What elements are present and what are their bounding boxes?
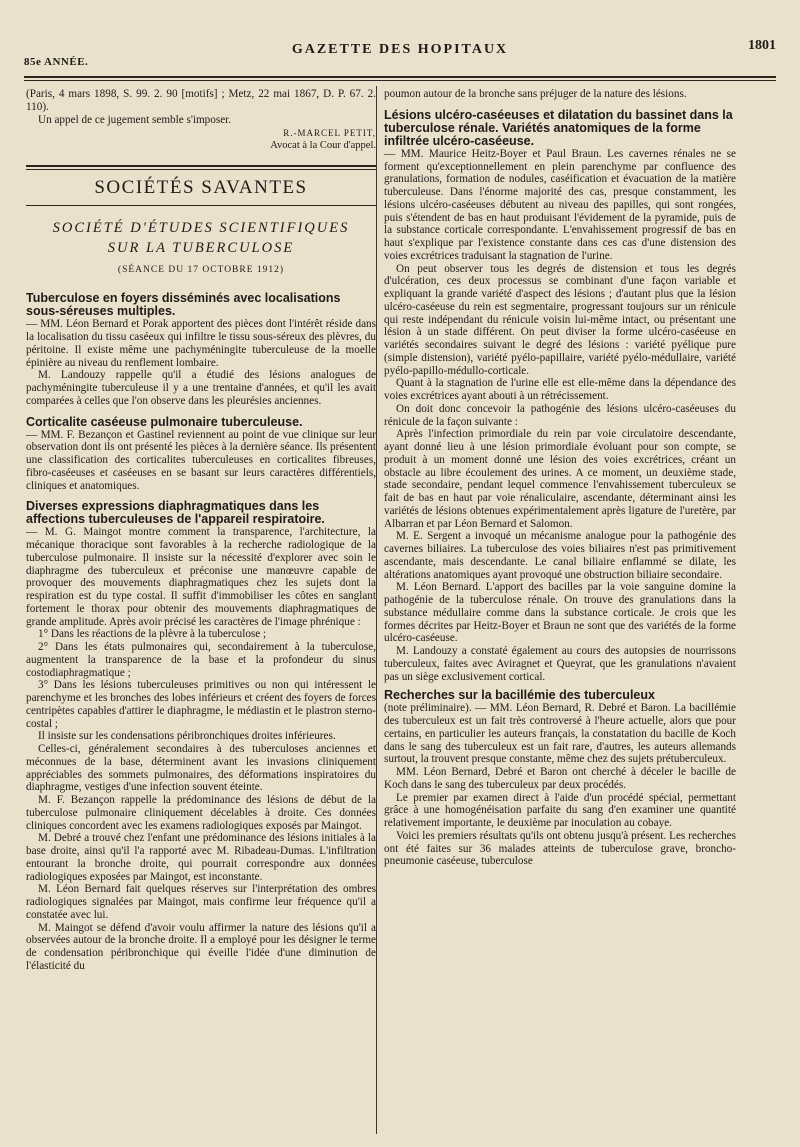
paragraph: M. F. Bezançon rappelle la prédominance des lésions de début de la tuberculose pulmonaire cliniquement décelables à droite. Ces données cliniques concordent avec les examens radiologiques exposés par Maingot. <box>26 794 376 832</box>
paragraph: — M. G. Maingot montre comment la transparence, l'architecture, la mécanique thoracique sont favorables à la recherche radiologique de la tuberculose pulmonaire. Il insiste sur la nécessité d'explorer avec soin le diaphragme des tuberculeux et préconise une manœuvre capable de provoquer des mouvements diaphragmatiques chez les sujets dont la respiration est du type costal. Il suffit d'immobiliser les côtes en sanglant fortement le thorax pour obtenir des mouvements diaphragmatiques de grande amplitude. Après avoir précisé les caractères de l'image phrénique : <box>26 526 376 628</box>
year-label: 85e ANNÉE. <box>24 56 89 68</box>
seance-date: (SÉANCE DU 17 OCTOBRE 1912) <box>117 264 285 275</box>
left-column <box>26 88 376 973</box>
paragraph: — MM. F. Bezançon et Gastinel reviennent au point de vue clinique sur leur observation dont ils ont présenté les pièces à la dernière séance. Ils présentent une classification des corticalites tuberculeuses en corticalites fibreuses, fibro-caséeuses et caséeuses en se basant sur leurs caractères différentiels, cliniques et anatomiques. <box>26 428 376 492</box>
paragraph: Celles-ci, généralement secondaires à des tuberculoses anciennes et méconnues de la base, déterminent avant les invasions cliniquement appréciables des sommets pulmonaires, des déformations inspiratoires du diaphragme, vestiges d'une infection souvent éteinte. <box>26 743 376 794</box>
paragraph: Il insiste sur les condensations péribronchiques droites inférieures. <box>38 730 336 743</box>
paragraph: (note préliminaire). — MM. Léon Bernard, R. Debré et Baron. La bacillémie des tuberculeux est un fait très controversé à l'heure actuelle, alors que pour certains, en particulier les auteurs français, la constatation du bacille de Koch dans le sang des tuberculeux est un fait rare, d'autres, les auteurs allemands surtout, la trouvent presque constante, même chez des sujets prétuberculeux. <box>384 702 736 766</box>
paragraph: M. Debré a trouvé chez l'enfant une prédominance des lésions initiales à la base droite, ainsi qu'il l'a rapporté avec M. Ribadeau-Dumas. L'infiltration entourant la bronche droite, qui pourrait correspondre aux données radiologiques exposées par Maingot, est inconstante. <box>26 832 376 883</box>
list-item: 3° Dans les lésions tuberculeuses primitives ou non qui intéressent le parenchyme et les bronches des lobes inférieurs et créent des foyers de forces centripètes capables d'attirer le diaphragme, le médiastin et le plastron sterno-costal ; <box>26 679 376 730</box>
paragraph: M. Léon Bernard. L'apport des bacilles par la voie sanguine domine la pathogénie de la tuberculose rénale. On trouve des granulations dans la substance médullaire comme dans la substance corticale. Je crois que les formes décrites par Heitz-Boyer et Braun ne sont que des variétés de la forme ulcéro-caséeuse. <box>384 581 736 645</box>
paragraph: Le premier par examen direct à l'aide d'un procédé spécial, permettant grâce à une homogénéisation parfaite du sang d'en examiner une quantité relativement importante, le deuxième par inoculation au cobaye. <box>384 791 736 829</box>
paragraph: poumon autour de la bronche sans préjuger de la nature des lésions. <box>384 88 687 100</box>
section-title: SOCIÉTÉS SAVANTES <box>94 176 308 198</box>
section-rule-thin <box>26 169 376 170</box>
paragraph: — MM. Léon Bernard et Porak apportent des pièces dont l'intérêt réside dans la localisation du tissu caséeux qui infiltre le tissu sous-séreux des plèvres, du péritoine. Il existe même une pachyméningite tuberculeuse de la moelle épinière au niveau du renflement lombaire. <box>26 318 376 369</box>
section-rule-bottom <box>26 205 376 206</box>
paragraph: Quant à la stagnation de l'urine elle est elle-même dans la dépendance des voies excrétrices ayant abouti à un rétrécissement. <box>384 377 736 402</box>
journal-title: GAZETTE DES HOPITAUX <box>291 42 509 57</box>
signature-title: Avocat à la Cour d'appel. <box>270 140 376 151</box>
right-column <box>384 88 736 868</box>
paragraph: M. Landouzy rappelle qu'il a étudié des lésions analogues de pachyméningite tuberculeuse il y a une trentaine d'années, et qu'il les avait comparées à celles que l'on observe dans les pleurésies anciennes. <box>26 369 376 407</box>
paragraph: MM. Léon Bernard, Debré et Baron ont cherché à déceler le bacille de Koch dans le sang des tuberculeux par deux procédés. <box>384 766 736 791</box>
citation: (Paris, 4 mars 1898, S. 99. 2. 90 [motifs] ; Metz, 22 mai 1867, D. P. 67. 2. 110). <box>26 88 376 113</box>
paragraph: On peut observer tous les degrés de distension et tous les degrés d'ulcération, ces deux processus se combinant d'une façon variable et expliquant la grande variété d'aspect des lésions ; d'autant plus que la lésion ulcéro-caséeuse du rein est segmentaire, progressant toujours sur un rénicule qui reste indépendant du rénicule voisin lui-même intact, ou présentant une lésion à un stade différent. On peut diviser la forme ulcéro-caséeuse en variétés secondaires suivant le degré des lésions : variété pyélique pure (simple distension), variété pyélo-papillaire, variété pyélo-médullaire, variété pyélo-papillo-médullo-corticale. <box>384 262 736 377</box>
page-header <box>24 38 776 74</box>
paragraph: — MM. Maurice Heitz-Boyer et Paul Braun. Les cavernes rénales ne se forment qu'exceptionnellement en plein parenchyme par confluence des granulations, formation de nodules, caséification et évacuation de la matière tuberculeuse. Dans l'énorme majorité des cas, presque constamment, les lésions ulcéro-caséeuses débutent au niveau des papilles, qui sont rongées, puis s'étendent de bas en haut produisant l'évidement de la pyramide, puis de la substance corticale correspondante. L'envahissement progressif de bas en haut s'explique par l'existence constante dans ces cas d'une distension des voies excrétrices traduisant la stagnation de l'urine. <box>384 147 736 262</box>
paragraph: M. Léon Bernard fait quelques réserves sur l'interprétation des ombres radiologiques signalées par Maingot, mais confirme leur fréquence qu'il a constatée avec lui. <box>26 883 376 921</box>
list-item: 2° Dans les états pulmonaires qui, secondairement à la tuberculose, augmentent la transparence de la base et la profondeur du sinus costodiaphragmatique ; <box>26 641 376 679</box>
paragraph: Après l'infection primordiale du rein par voie circulatoire descendante, ayant donné lieu à une lésion primordiale évoluant pour son compte, se produit à un moment donné une lésion des voies excrétrices, créant un obstacle au libre écoulement des urines. A ce moment, un deuxième stade, stade secondaire, pendant lequel commence l'envahissement tuberculeux se fait de bas en haut par voie rénaliculaire, ascendante, déterminant ainsi les variétés de lésions obtenues expérimentalement après ligature de l'uretère, par Albarran et par Léon Bernard et Salomon. <box>384 428 736 530</box>
paragraph: M. Maingot se défend d'avoir voulu affirmer la nature des lésions qu'il a observées autour de la bronche droite. Il a employé pour les désigner le terme de condensation péribronchique qui éveille l'idée d'une diminution de l'élasticité du <box>26 921 376 972</box>
list-item: 1° Dans les réactions de la plèvre à la tuberculose ; <box>38 628 267 641</box>
article-title: Corticalite caséeuse pulmonaire tuberculeuse. <box>26 414 303 429</box>
intro-text: Un appel de ce jugement semble s'imposer. <box>38 113 232 126</box>
article-title: Tuberculose en foyers disséminés avec localisations sous-séreuses multiples. <box>26 291 341 319</box>
society-title-line1: SOCIÉTÉ D'ÉTUDES SCIENTIFIQUES <box>52 219 350 236</box>
paragraph: M. E. Sergent a invoqué un mécanisme analogue pour la pathogénie des cavernes biliaires. La tuberculose des voies biliaires n'est pas primitivement ascendante, mais descendante. Le canal biliaire enflammé se dilate, les altérations anatomiques ayant provoqué une obstruction biliaire secondaire. <box>384 530 736 581</box>
paragraph: M. Landouzy a constaté également au cours des autopsies de nourrissons tuberculeux, faites avec Aviragnet et Queyrat, que les granulations n'avaient pas un siège exclusivement cortical. <box>384 645 736 683</box>
article-title: Recherches sur la bacillémie des tuberculeux <box>384 688 655 703</box>
page-number: 1801 <box>748 38 776 53</box>
header-rule <box>24 76 776 78</box>
society-title-line2: SUR LA TUBERCULOSE <box>107 239 295 256</box>
section-rule <box>26 165 376 167</box>
paragraph: On doit donc concevoir la pathogénie des lésions ulcéro-caséeuses du rénicule de la façon suivante : <box>384 402 736 428</box>
header-rule-thin <box>24 80 776 81</box>
article-title: Lésions ulcéro-caséeuses et dilatation du bassinet dans la tuberculose rénale. Variétés anatomiques de la forme infiltrée ulcéro-caséeuse. <box>384 107 733 148</box>
paragraph: Voici les premiers résultats qu'ils ont obtenu jusqu'à présent. Les recherches ont été faites sur 36 malades atteints de tuberculose grave, broncho-pneumonie caséeuse, tuberculose <box>384 829 736 868</box>
signature-name: R.-MARCEL PETIT, <box>283 128 376 139</box>
article-title: Diverses expressions diaphragmatiques dans les affections tuberculeuses de l'appareil respiratoire. <box>26 499 325 527</box>
column-divider <box>376 86 377 1134</box>
